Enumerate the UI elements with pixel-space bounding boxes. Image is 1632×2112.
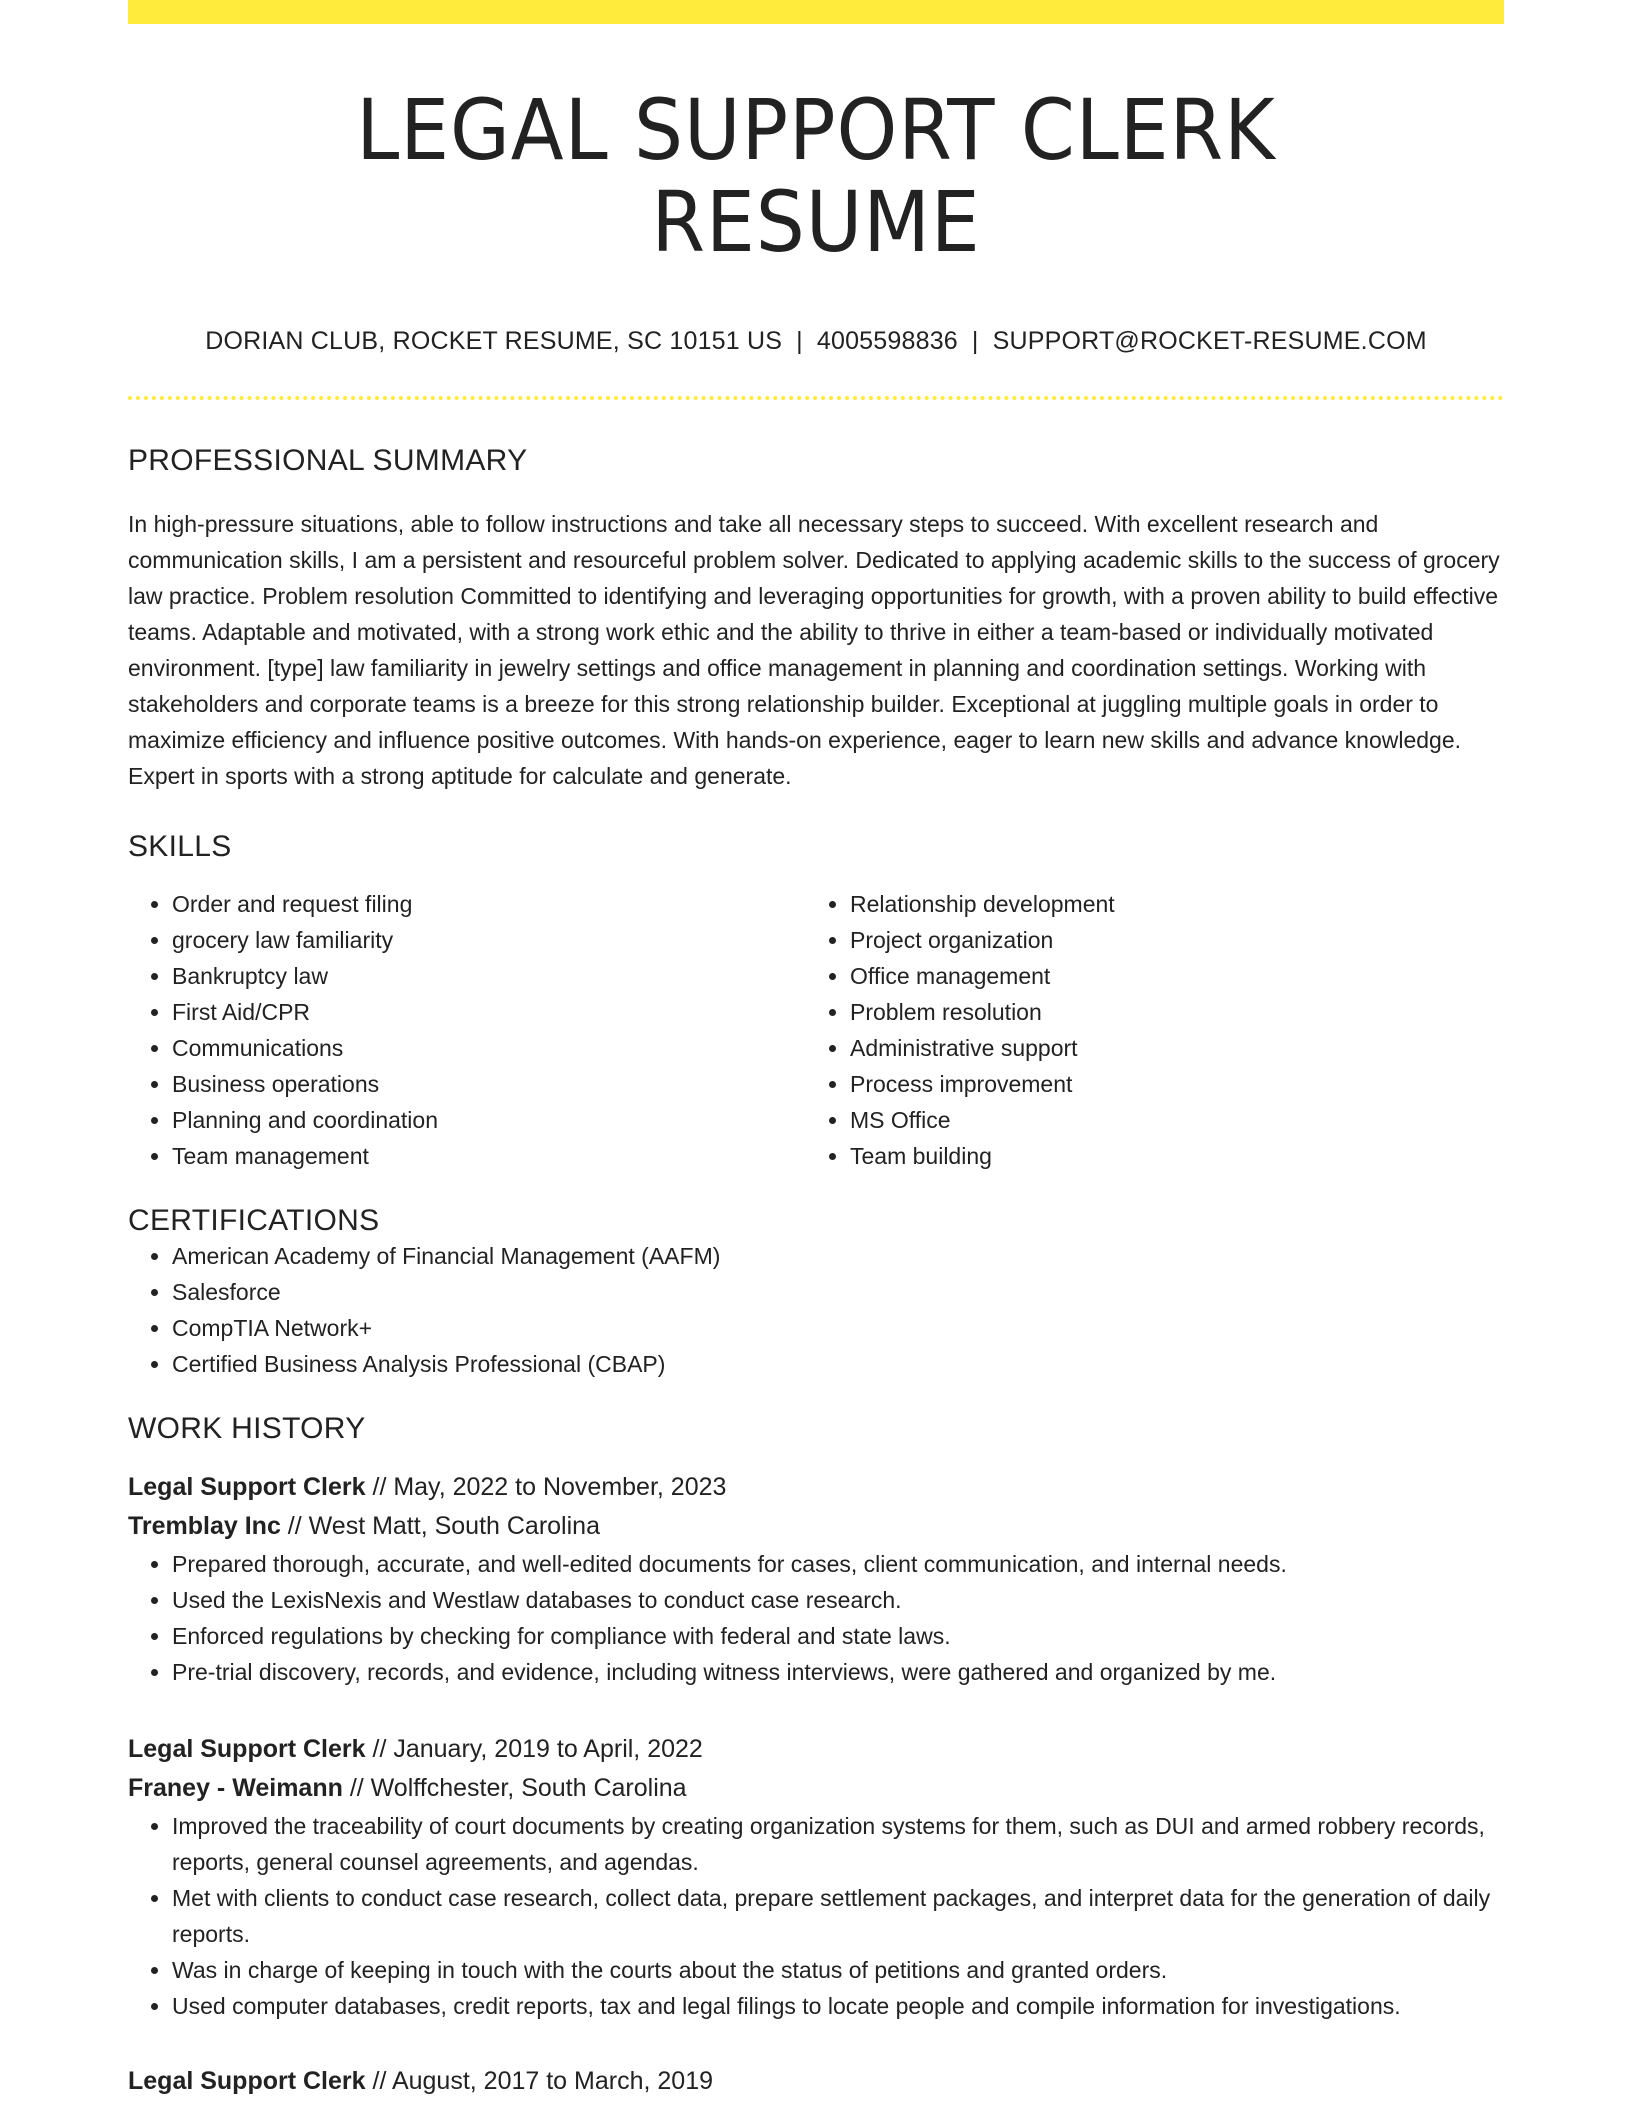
job-bullet: • Pre-trial discovery, records, and evidence, including witness interviews, were gathered and organized by me. (172, 1654, 1504, 1690)
job-bullet: • Used the LexisNexis and Westlaw databases to conduct case research. (172, 1582, 1504, 1618)
contact-address: DORIAN CLUB, ROCKET RESUME, SC 10151 US (205, 326, 783, 355)
certification-item: • Certified Business Analysis Professional (CBAP) (172, 1346, 1504, 1382)
job-header (128, 1730, 1504, 1808)
dotted-divider (128, 396, 1504, 400)
skill-item: • grocery law familiarity (172, 922, 806, 958)
job-entry (128, 2062, 1504, 2101)
skill-item: • Problem resolution (850, 994, 1484, 1030)
work-history-heading: WORK HISTORY (128, 1411, 366, 1445)
skill-item: • Administrative support (850, 1030, 1484, 1066)
certifications-heading: CERTIFICATIONS (128, 1203, 380, 1237)
job-bullets (128, 1546, 1504, 1690)
skill-item: • Order and request filing (172, 886, 806, 922)
job-bullet: • Prepared thorough, accurate, and well-edited documents for cases, client communication, and internal needs. (172, 1546, 1504, 1582)
skills-columns (128, 886, 1504, 1174)
contact-phone: 4005598836 (816, 326, 958, 355)
job-entry (128, 1730, 1504, 2024)
job-bullet: • Met with clients to conduct case research, collect data, prepare settlement packages, and interpret data for the generation of daily reports. (172, 1880, 1504, 1952)
job-entry (128, 1468, 1504, 1690)
contact-line (128, 327, 1504, 356)
job-bullet: • Enforced regulations by checking for compliance with federal and state laws. (172, 1618, 1504, 1654)
contact-email: SUPPORT@ROCKET-RESUME.COM (992, 326, 1427, 355)
certification-item: • CompTIA Network+ (172, 1310, 1504, 1346)
job-bullet: • Was in charge of keeping in touch with the courts about the status of petitions and granted orders. (172, 1952, 1504, 1988)
skill-item: • Relationship development (850, 886, 1484, 922)
contact-separator: | (971, 326, 979, 355)
certifications-list (128, 1238, 1504, 1382)
skill-item: • Process improvement (850, 1066, 1484, 1102)
certification-item: • American Academy of Financial Management (AAFM) (172, 1238, 1504, 1274)
job-role: Legal Support Clerk (128, 2066, 366, 2095)
job-company-line (128, 1769, 1504, 1808)
skill-item: • Business operations (172, 1066, 806, 1102)
job-bullet: • Used computer databases, credit reports, tax and legal filings to locate people and compile information for investigations. (172, 1988, 1504, 2024)
skill-item: • Bankruptcy law (172, 958, 806, 994)
job-company: Tremblay Inc (128, 1511, 281, 1540)
skill-item: • Project organization (850, 922, 1484, 958)
job-company-line (128, 1507, 1504, 1546)
job-title-line (128, 1730, 1504, 1769)
job-header (128, 1468, 1504, 1546)
accent-bar (128, 0, 1504, 24)
skill-item: • Office management (850, 958, 1484, 994)
job-dates: // May, 2022 to November, 2023 (365, 1472, 727, 1501)
resume-title: LEGAL SUPPORT CLERK RESUME (356, 81, 1276, 272)
skill-item: • Team management (172, 1138, 806, 1174)
skills-left-list (128, 886, 806, 1174)
job-title-line (128, 1468, 1504, 1507)
contact-separator: | (796, 326, 803, 355)
job-bullets (128, 1808, 1504, 2024)
summary-heading: PROFESSIONAL SUMMARY (128, 443, 528, 477)
job-dates: // August, 2017 to March, 2019 (365, 2066, 713, 2095)
skill-item: • First Aid/CPR (172, 994, 806, 1030)
skills-heading: SKILLS (128, 829, 232, 863)
summary-text: In high-pressure situations, able to follow instructions and take all necessary steps to succeed. With excellent research and communication skills, I am a persistent and resourceful problem solver. Dedicated to applying academic skills to the success of grocery law practice. Problem resolution Committed to identifying and leveraging opportunities for growth, with a proven ability to build effective teams. Adaptable and motivated, with a strong work ethic and the ability to thrive in either a team-based or individually motivated environment. [type] law familiarity in jewelry settings and office management in planning and coordination settings. Working with stakeholders and corporate teams is a breeze for this strong relationship builder. Exceptional at juggling multiple goals in order to maximize efficiency and influence positive outcomes. With hands-on experience, eager to learn new skills and advance knowledge. Expert in sports with a strong aptitude for calculate and generate. (128, 510, 1500, 789)
job-role: Legal Support Clerk (128, 1734, 366, 1763)
resume-page (128, 0, 1504, 2101)
job-bullet: • Improved the traceability of court documents by creating organization systems for them, such as DUI and armed robbery records, reports, general counsel agreements, and agendas. (172, 1808, 1504, 1880)
skill-item: • MS Office (850, 1102, 1484, 1138)
job-title-line (128, 2062, 1504, 2101)
skills-right-list (806, 886, 1484, 1174)
skill-item: • Planning and coordination (172, 1102, 806, 1138)
skill-item: • Communications (172, 1030, 806, 1066)
job-company: Franey - Weimann (128, 1773, 343, 1802)
certification-item: • Salesforce (172, 1274, 1504, 1310)
job-role: Legal Support Clerk (128, 1472, 366, 1501)
skill-item: • Team building (850, 1138, 1484, 1174)
job-location: // West Matt, South Carolina (280, 1511, 600, 1540)
job-dates: // January, 2019 to April, 2022 (365, 1734, 703, 1763)
job-location: // Wolffchester, South Carolina (342, 1773, 687, 1802)
